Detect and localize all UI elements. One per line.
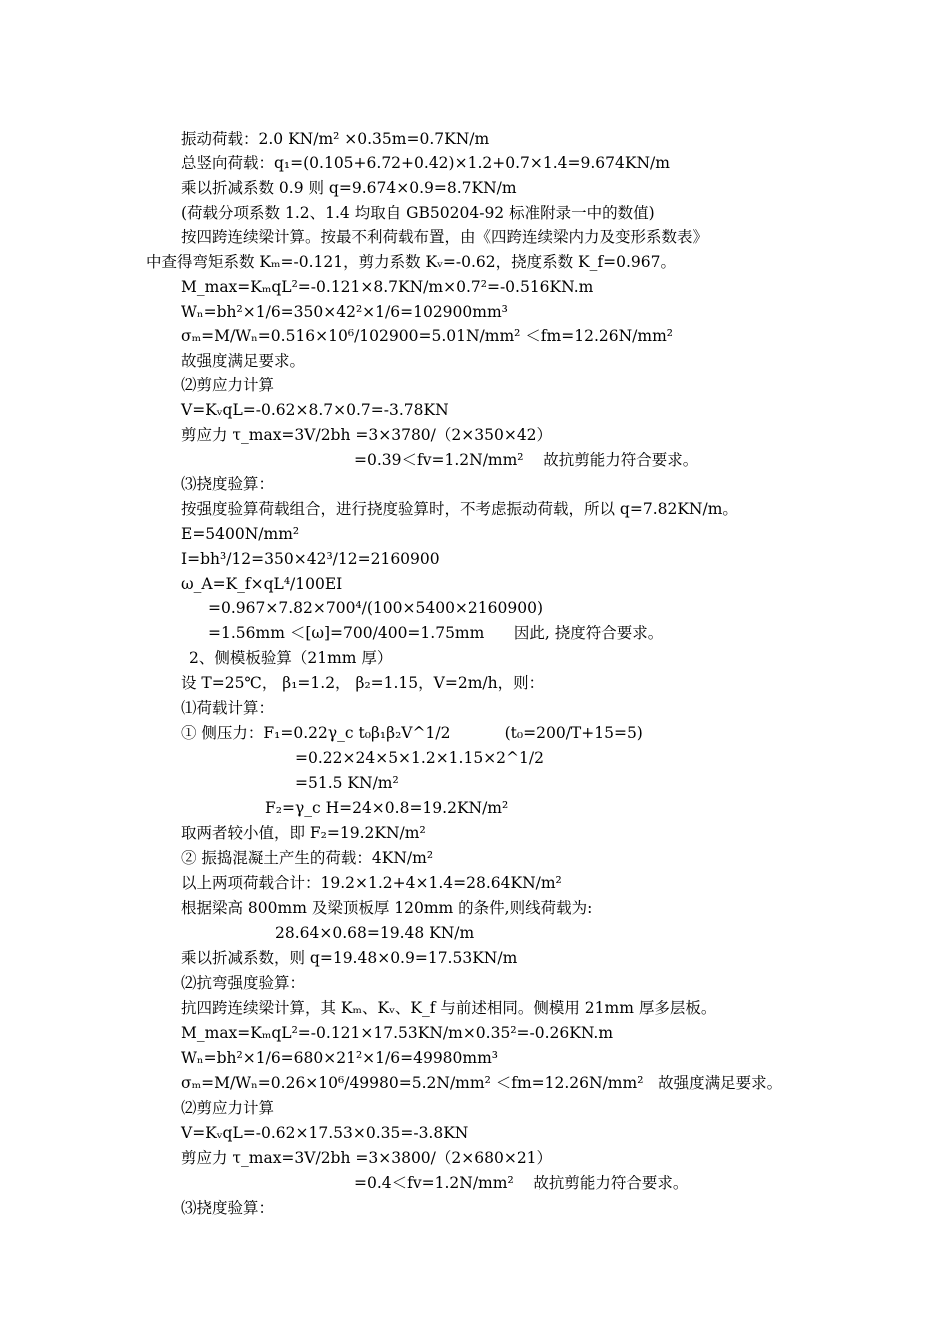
formula-line: =0.22×24×5×1.2×1.15×2^1/2 — [295, 749, 544, 767]
text-line: (荷载分项系数 1.2、1.4 均取自 GB50204-92 标准附录一中的数值) — [181, 204, 655, 222]
text-line: 总竖向荷载：q₁=(0.105+6.72+0.42)×1.2+0.7×1.4=9.674KN/m — [181, 154, 670, 172]
formula-line: =1.56mm ＜[ω]=700/400=1.75mm 因此, 挠度符合要求。 — [208, 624, 664, 642]
text-line: 取两者较小值，即 F₂=19.2KN/m² — [181, 824, 426, 842]
formula-line: 剪应力 τ_max=3V/2bh =3×3780/（2×350×42） — [181, 426, 553, 444]
formula-line: I=bh³/12=350×42³/12=2160900 — [181, 550, 440, 568]
text-line: ② 振捣混凝土产生的荷载：4KN/m² — [181, 849, 434, 867]
text-line: 设 T=25℃， β₁=1.2， β₂=1.15，V=2m/h，则： — [181, 674, 545, 692]
formula-line: F₂=γ_c H=24×0.8=19.2KN/m² — [265, 799, 509, 817]
formula-line: σₘ=M/Wₙ=0.26×10⁶/49980=5.2N/mm² ＜fm=12.26N/mm² 故强度满足要求。 — [181, 1074, 783, 1092]
text-line: 乘以折减系数，则 q=19.48×0.9=17.53KN/m — [181, 949, 518, 967]
formula-line: =0.39＜fv=1.2N/mm² 故抗剪能力符合要求。 — [354, 451, 699, 469]
text-line: 中查得弯矩系数 Kₘ=-0.121，剪力系数 Kᵥ=-0.62，挠度系数 K_f=0.967。 — [146, 253, 676, 271]
formula-line: 28.64×0.68=19.48 KN/m — [275, 924, 475, 942]
section-heading: ⑶挠度验算： — [181, 475, 275, 493]
text-line: 按强度验算荷载组合，进行挠度验算时，不考虑振动荷载，所以 q=7.82KN/m。 — [181, 500, 738, 518]
section-heading: ⑵剪应力计算 — [181, 376, 275, 394]
formula-line: =0.4＜fv=1.2N/mm² 故抗剪能力符合要求。 — [354, 1174, 689, 1192]
formula-line: E=5400N/mm² — [181, 525, 300, 543]
text-line: 以上两项荷载合计：19.2×1.2+4×1.4=28.64KN/m² — [181, 874, 562, 892]
formula-line: =0.967×7.82×700⁴/(100×5400×2160900) — [208, 599, 543, 617]
section-heading: ⑵抗弯强度验算： — [181, 974, 306, 992]
text-line: 根据梁高 800mm 及梁顶板厚 120mm 的条件,则线荷载为: — [181, 899, 593, 917]
formula-line: 剪应力 τ_max=3V/2bh =3×3800/（2×680×21） — [181, 1149, 553, 1167]
formula-line: Wₙ=bh²×1/6=680×21²×1/6=49980mm³ — [181, 1049, 499, 1067]
formula-line: M_max=KₘqL²=-0.121×17.53KN/m×0.35²=-0.26KN.m — [181, 1024, 614, 1042]
text-line: 故强度满足要求。 — [181, 352, 306, 370]
text-line: 振动荷载：2.0 KN/m² ×0.35m=0.7KN/m — [181, 130, 490, 148]
text-line: 按四跨连续梁计算。按最不利荷载布置，由《四跨连续梁内力及变形系数表》 — [181, 228, 709, 246]
formula-line: M_max=KₘqL²=-0.121×8.7KN/m×0.7²=-0.516KN.m — [181, 278, 594, 296]
formula-line: σₘ=M/Wₙ=0.516×10⁶/102900=5.01N/mm² ＜fm=12.26N/mm² — [181, 327, 673, 345]
section-heading: ⑵剪应力计算 — [181, 1099, 275, 1117]
formula-line: V=KᵥqL=-0.62×17.53×0.35=-3.8KN — [181, 1124, 469, 1142]
text-line: 抗四跨连续梁计算，其 Kₘ、Kᵥ、K_f 与前述相同。侧模用 21mm 厚多层板。 — [181, 999, 717, 1017]
formula-line: ω_A=K_f×qL⁴/100EI — [181, 575, 343, 593]
section-heading: ⑴荷载计算： — [181, 699, 275, 717]
formula-line: V=KᵥqL=-0.62×8.7×0.7=-3.78KN — [181, 401, 449, 419]
section-heading: 2、侧模板验算（21mm 厚） — [189, 649, 393, 667]
formula-line: ① 侧压力：F₁=0.22γ_c t₀β₁β₂V^1/2 (t₀=200/T+15=5) — [181, 724, 643, 742]
section-heading: ⑶挠度验算： — [181, 1199, 275, 1217]
formula-line: =51.5 KN/m² — [295, 774, 399, 792]
text-line: 乘以折减系数 0.9 则 q=9.674×0.9=8.7KN/m — [181, 179, 517, 197]
formula-line: Wₙ=bh²×1/6=350×42²×1/6=102900mm³ — [181, 303, 508, 321]
